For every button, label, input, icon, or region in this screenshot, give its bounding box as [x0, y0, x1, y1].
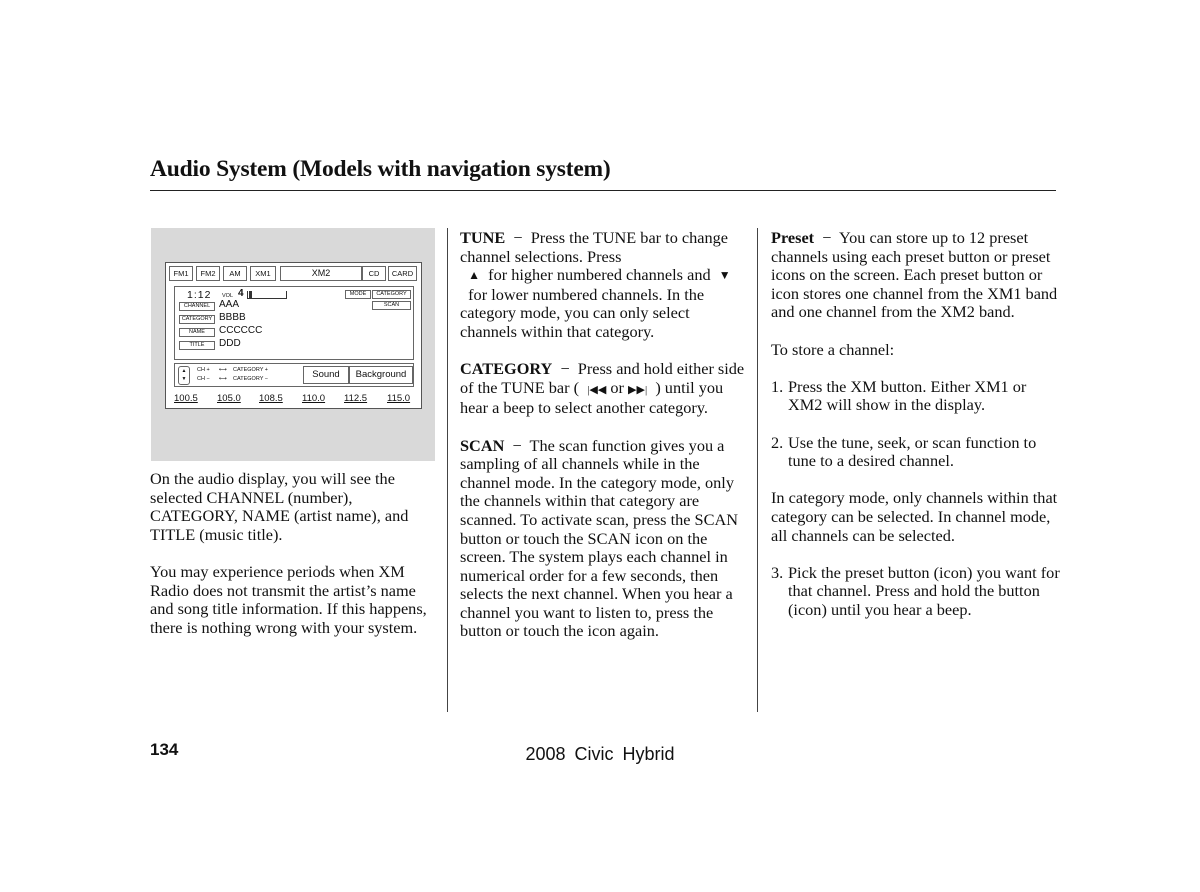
control-panel [174, 363, 414, 387]
page-title: Audio System (Models with navigation system) [150, 156, 611, 182]
dash: − [822, 228, 832, 247]
category-term: CATEGORY [460, 359, 553, 379]
column-divider [447, 228, 448, 712]
category-minus-label: CATEGORY − [233, 376, 268, 382]
column-2 [460, 229, 750, 641]
category-tag: CATEGORY [179, 315, 215, 324]
preset-value: 100.5 [174, 393, 198, 404]
skip-forward-icon: ▶▶| [628, 383, 648, 396]
skip-back-icon: |◀◀ [587, 383, 607, 396]
category-text: ) until you hear a beep to select another category. [460, 377, 724, 418]
band-button-xm2: XM2 [280, 266, 362, 281]
preset-value: 108.5 [259, 393, 283, 404]
dash: − [513, 228, 523, 247]
background-button: Background [349, 366, 413, 384]
tune-paragraph [460, 229, 750, 342]
step-number: 3. [771, 562, 784, 582]
volume-bar-fill [249, 291, 252, 298]
step-text: Use the tune, seek, or scan function to tune to a desired channel. [788, 432, 1037, 471]
band-button-fm1: FM1 [169, 266, 193, 281]
ch-minus-label: CH − [197, 376, 210, 382]
band-button-xm1: XM1 [250, 266, 276, 281]
info-panel [174, 286, 414, 360]
category-paragraph [460, 360, 750, 418]
up-arrow-icon: ▲ [468, 268, 481, 283]
scan-text: The scan function gives you a sampling of all channels while in the channel mode. In the category mode, only the channels within that category are scanned. To activate scan, press the SCAN button or touch the SCAN icon on the screen. The system plays each channel in numerical order for a few seconds, then selects the next channel. When you hear a channel you want to listen to, press the button or touch the icon again. [460, 435, 738, 641]
display-description-paragraph: On the audio display, you will see the selected CHANNEL (number), CATEGORY, NAME (artist name), and TITLE (music title). [150, 469, 409, 544]
title-divider [150, 190, 1056, 191]
channel-value: AAA [219, 299, 240, 310]
title-tag: TITLE [179, 341, 215, 350]
scan-icon: SCAN [372, 301, 411, 310]
arrow-icon: ⟷ [219, 376, 227, 382]
clock: 1:12 [187, 289, 212, 301]
to-store-heading: To store a channel: [771, 339, 895, 359]
band-button-am: AM [223, 266, 247, 281]
category-icon: CATEGORY [372, 290, 411, 299]
step-1 [771, 378, 1061, 415]
title-value: DDD [219, 338, 241, 349]
band-button-cd: CD [362, 266, 386, 281]
arrow-icon: ⟷ [219, 367, 227, 373]
tune-text: for higher numbered channels and [488, 265, 711, 285]
step-3 [771, 564, 1061, 620]
scan-paragraph [460, 437, 750, 642]
footer-model: 2008 Civic Hybrid [525, 744, 675, 764]
category-text: or [610, 377, 624, 397]
step-number: 2. [771, 432, 784, 452]
tune-term: TUNE [460, 228, 506, 247]
band-button-card: CARD [388, 266, 417, 281]
tune-bar-icon: ▲ ▼ [178, 366, 190, 385]
column-divider [757, 228, 758, 712]
preset-value: 110.0 [302, 393, 326, 404]
scan-term: SCAN [460, 435, 505, 455]
ch-plus-label: CH + [197, 367, 210, 373]
page-number: 134 [150, 740, 179, 759]
preset-text: You can store up to 12 preset channels using each preset button or preset icons on the screen. Each preset button or icon stores one channel from the XM1 band and one channel from the XM2 band. [771, 228, 1058, 322]
preset-value: 112.5 [344, 393, 368, 404]
name-value: CCCCCC [219, 325, 263, 336]
preset-term: Preset [771, 228, 815, 247]
volume-label: VOL [222, 293, 234, 299]
sound-button: Sound [303, 366, 349, 384]
audio-display-illustration [151, 228, 435, 461]
mode-icon: MODE [345, 290, 371, 299]
xm-radio-note-paragraph: You may experience periods when XM Radio does not transmit the artist’s name and song title information. If this happens, there is nothing wrong with your system. [150, 561, 427, 637]
step-text: Press the XM button. Either XM1 or XM2 will show in the display. [788, 376, 1027, 415]
band-button-fm2: FM2 [196, 266, 220, 281]
step-text: Pick the preset button (icon) you want for that channel. Press and hold the button (icon) until you hear a beep. [788, 562, 1060, 619]
band-row [166, 263, 421, 281]
channel-tag: CHANNEL [179, 302, 215, 311]
preset-paragraph [771, 229, 1061, 322]
tune-text: Press the TUNE bar to change channel selections. Press [460, 228, 729, 266]
category-plus-label: CATEGORY + [233, 367, 268, 373]
step-number: 1. [771, 376, 784, 396]
dash: − [512, 435, 522, 455]
dash: − [560, 359, 570, 379]
name-tag: NAME [179, 328, 215, 337]
tune-text: for lower numbered channels. In the category mode, you can only select channels within that category. [460, 284, 705, 341]
category-value: BBBB [219, 312, 246, 323]
volume-bar [247, 291, 287, 299]
column-1 [150, 470, 440, 637]
preset-value: 115.0 [387, 393, 411, 404]
down-arrow-icon: ▼ [718, 268, 731, 283]
category-mode-note: In category mode, only channels within that category can be selected. In channel mode, all channels can be selected. [771, 488, 1058, 545]
preset-value: 105.0 [217, 393, 241, 404]
volume-value: 4 [238, 288, 244, 299]
display-screen [165, 262, 422, 409]
column-3 [771, 229, 1061, 619]
step-2 [771, 434, 1061, 471]
category-text: Press and hold either side of the TUNE bar ( [460, 359, 745, 397]
